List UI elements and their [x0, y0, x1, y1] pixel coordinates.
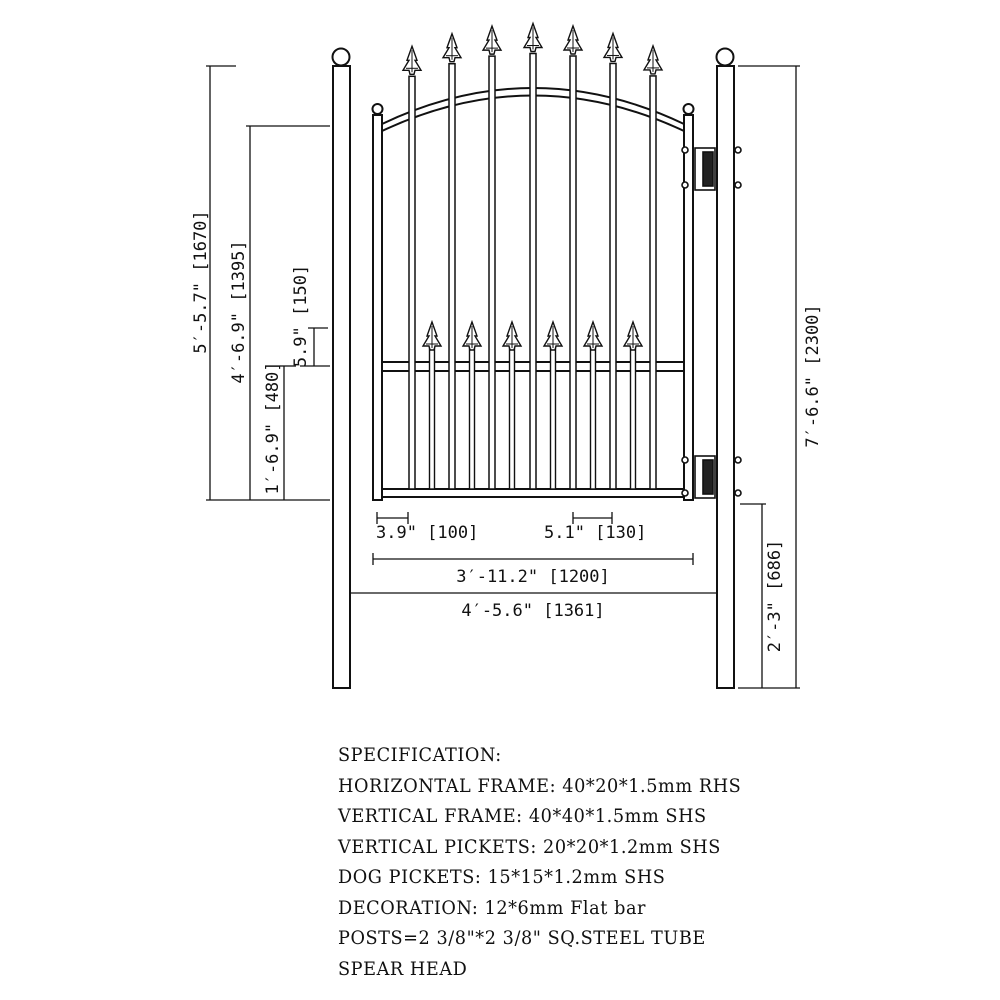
- spec-line-vertical-pickets: VERTICAL PICKETS: 20*20*1.2mm SHS: [338, 835, 721, 858]
- overall-post-height-label: 7′-6.6" [2300]: [803, 304, 823, 448]
- vertical-picket: [570, 56, 576, 489]
- bottom-clearance-label: 3.9" [100]: [376, 523, 479, 543]
- dog-spear-head: [423, 322, 441, 350]
- spec-line-decoration: DECORATION: 12*6mm Flat bar: [338, 896, 647, 919]
- spear-head: [524, 24, 542, 52]
- gate-width-label: 3′-11.2" [1200]: [456, 567, 610, 587]
- dog-spear-head: [624, 322, 642, 350]
- vertical-picket: [489, 56, 495, 489]
- picket-spacing-label: 5.1" [130]: [544, 523, 647, 543]
- total-height-label: 5′-5.7" [1670]: [191, 210, 211, 354]
- gate-frame-height-label: 4′-6.9" [1395]: [229, 240, 249, 384]
- dog-picket: [551, 342, 556, 489]
- right-post: [717, 49, 735, 689]
- spear-head: [443, 34, 461, 62]
- spec-line-spear-head: SPEAR HEAD: [338, 957, 468, 980]
- post-to-post-width-label: 4′-5.6" [1361]: [461, 601, 605, 621]
- vertical-pickets: [409, 54, 656, 490]
- left-post: [333, 49, 351, 689]
- specification-block: [338, 740, 741, 984]
- spear-head: [604, 33, 622, 61]
- dog-spear-head: [463, 322, 481, 350]
- dog-picket: [470, 342, 475, 489]
- spec-line-horizontal-frame: HORIZONTAL FRAME: 40*20*1.5mm RHS: [338, 774, 742, 797]
- dog-picket: [430, 342, 435, 489]
- spear-head: [403, 46, 421, 74]
- spec-line-posts: POSTS=2 3/8"*2 3/8" SQ.STEEL TUBE: [338, 927, 706, 949]
- dog-picket: [591, 342, 596, 489]
- post-in-ground-label: 2′-3" [686]: [765, 539, 785, 653]
- vertical-picket: [409, 76, 415, 489]
- vertical-picket: [449, 64, 455, 489]
- vertical-picket: [650, 76, 656, 489]
- dog-spear-head: [544, 322, 562, 350]
- spec-line-dog-pickets: DOG PICKETS: 15*15*1.2mm SHS: [338, 866, 666, 888]
- vertical-picket: [610, 63, 616, 489]
- spear-gap-label: 5.9" [150]: [291, 264, 311, 368]
- vertical-picket: [530, 54, 536, 490]
- dog-spear-head: [584, 322, 602, 350]
- spear-head: [644, 46, 662, 74]
- specification-heading: SPECIFICATION:: [338, 744, 502, 766]
- spec-line-vertical-frame: VERTICAL FRAME: 40*40*1.5mm SHS: [338, 805, 707, 827]
- spear-head: [564, 26, 582, 54]
- dog-picket: [510, 342, 515, 489]
- spear-head: [483, 26, 501, 54]
- dog-spear-head: [503, 322, 521, 350]
- lower-panel-height-label: 1′-6.9" [480]: [263, 361, 283, 495]
- dog-picket: [631, 342, 636, 489]
